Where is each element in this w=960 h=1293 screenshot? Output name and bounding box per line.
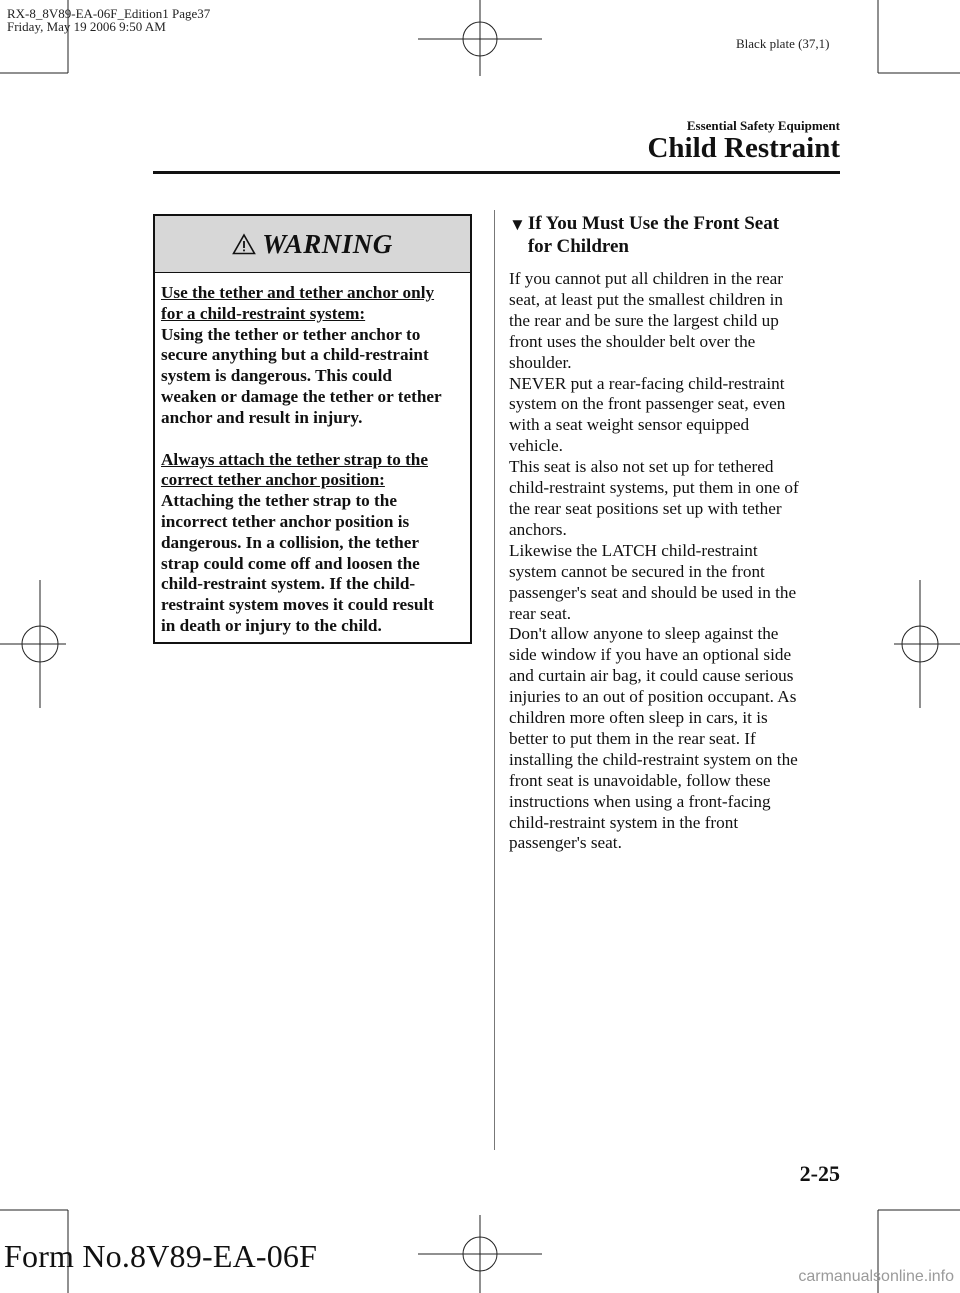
body-line: passenger's seat and should be used in the <box>509 582 797 602</box>
warning-text-line: in death or injury to the child. <box>161 615 382 635</box>
body-line: side window if you have an optional side <box>509 645 792 665</box>
section-body <box>509 269 849 854</box>
body-line: seat, at least put the smallest children in <box>509 289 783 309</box>
body-line: system cannot be secured in the front <box>509 561 765 581</box>
body-line: rear seat. <box>509 603 572 623</box>
warning-text-line: child-restraint system. If the child- <box>161 574 416 594</box>
body-line: passenger's seat. <box>509 833 622 853</box>
warning-text-line: system is dangerous. This could <box>161 366 392 386</box>
print-file-line: RX-8_8V89-EA-06F_Edition1 Page37 <box>7 6 211 21</box>
body-line: front seat is unavoidable, follow these <box>509 770 771 790</box>
section-column <box>509 212 849 854</box>
body-line: anchors. <box>509 519 567 539</box>
triangle-marker-icon: ▼ <box>509 215 526 234</box>
warning-triangle-icon <box>232 233 256 255</box>
warning-heading-1b: for a child-restraint system: <box>161 303 366 323</box>
plate-label: Black plate (37,1) <box>736 36 830 51</box>
warning-text-line: weaken or damage the tether or tether <box>161 386 442 406</box>
header-rule <box>153 171 840 174</box>
column-divider <box>494 210 495 1150</box>
section-heading-line: If You Must Use the Front Seat <box>527 213 780 234</box>
body-line: better to put them in the rear seat. If <box>509 728 756 748</box>
body-line: the rear and be sure the largest child up <box>509 310 779 330</box>
warning-body <box>155 273 470 637</box>
body-line: child-restraint system in the front <box>509 812 739 832</box>
body-line: vehicle. <box>509 436 563 456</box>
warning-header <box>155 216 470 273</box>
form-number: Form No.8V89-EA-06F <box>4 1238 318 1274</box>
body-line: shoulder. <box>509 352 572 372</box>
watermark: carmanualsonline.info <box>798 1268 954 1285</box>
body-line: system on the front passenger seat, even <box>509 394 786 414</box>
page-number: 2-25 <box>799 1161 840 1186</box>
body-line: child-restraint systems, put them in one of <box>509 478 799 498</box>
body-line: children more often sleep in cars, it is <box>509 708 768 728</box>
body-line: This seat is also not set up for tethered <box>509 457 774 477</box>
body-line: Likewise the LATCH child-restraint <box>509 540 758 560</box>
warning-text-line: Attaching the tether strap to the <box>161 491 397 511</box>
page-title: Child Restraint <box>647 132 840 164</box>
warning-heading-1a: Use the tether and tether anchor only <box>161 283 435 302</box>
warning-text-line: strap could come off and loosen the <box>161 553 420 573</box>
body-line: injuries to an out of position occupant. As <box>509 687 797 707</box>
body-line: the rear seat positions set up with tether <box>509 498 782 518</box>
body-line: instructions when using a front-facing <box>509 791 771 811</box>
body-line: and curtain air bag, it could cause serious <box>509 666 794 686</box>
body-line: Don't allow anyone to sleep against the <box>509 624 779 644</box>
warning-text-line: dangerous. In a collision, the tether <box>161 532 419 552</box>
warning-text-line: Using the tether or tether anchor to <box>161 324 421 344</box>
body-line: NEVER put a rear-facing child-restraint <box>509 373 785 393</box>
body-line: installing the child-restraint system on the <box>509 749 798 769</box>
body-line: front uses the shoulder belt over the <box>509 331 756 351</box>
warning-box <box>153 214 472 644</box>
warning-heading-2a: Always attach the tether strap to the <box>161 449 428 469</box>
warning-title: WARNING <box>262 228 393 259</box>
warning-text-line: secure anything but a child-restraint <box>161 345 429 365</box>
print-date-line: Friday, May 19 2006 9:50 AM <box>7 19 166 34</box>
warning-heading-2b: correct tether anchor position: <box>161 470 385 490</box>
section-heading-line: for Children <box>527 236 629 257</box>
body-line: with a seat weight sensor equipped <box>509 415 750 435</box>
warning-text-line: restraint system moves it could result <box>161 595 434 615</box>
section-heading <box>509 212 849 258</box>
warning-text-line: incorrect tether anchor position is <box>161 511 410 531</box>
section-label: Essential Safety Equipment <box>686 118 840 133</box>
body-line: If you cannot put all children in the rear <box>509 269 783 288</box>
warning-text-line: anchor and result in injury. <box>161 407 363 427</box>
